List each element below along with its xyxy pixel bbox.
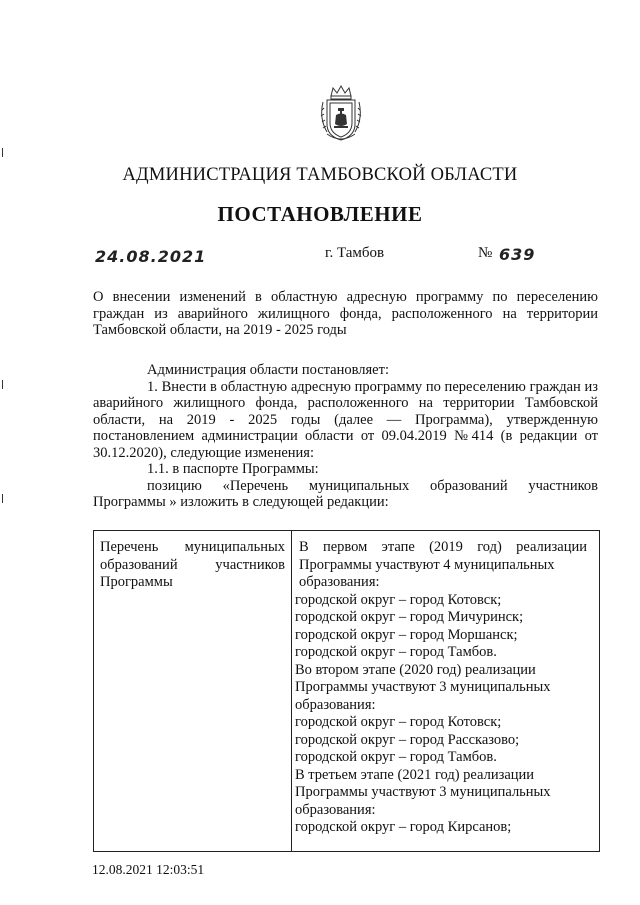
stage-intro: образования:	[295, 696, 376, 713]
stage-intro: образования:	[299, 574, 380, 590]
table-cell-label: Перечень муниципальных образований участников Программы	[94, 531, 292, 852]
scan-margin-mark	[2, 380, 3, 389]
list-item: городской округ – город Кирсанов;	[295, 819, 512, 835]
list-item: городской округ – город Моршанск;	[295, 626, 518, 643]
program-passport-table	[93, 530, 600, 852]
cell-spacer	[295, 837, 587, 839]
document-body	[93, 362, 598, 511]
body-paragraph: Программы » изложить в следующей редакции:	[93, 494, 389, 510]
scan-margin-mark	[2, 148, 3, 157]
handwritten-date: 24.08.2021	[95, 247, 207, 266]
list-item: городской округ – город Тамбов.	[295, 749, 497, 765]
handwritten-number: 639	[499, 245, 536, 264]
list-item: городской округ – город Мичуринск;	[295, 609, 524, 625]
list-item: городской округ – город Рассказово;	[295, 731, 520, 748]
list-item: городской округ – город Котовск;	[295, 714, 502, 730]
stage-intro: Программы участвуют 3 муниципальных	[295, 679, 551, 695]
organization-title: АДМИНИСТРАЦИЯ ТАМБОВСКОЙ ОБЛАСТИ	[122, 165, 518, 185]
number-sign: №	[478, 245, 493, 261]
stage-intro: В первом этапе (2019 год) реализации Программы участвуют 4 муниципальных	[299, 539, 587, 573]
stage-intro: Во втором этапе (2020 год) реализации	[295, 661, 536, 678]
list-item: городской округ – город Котовск;	[295, 591, 502, 608]
tambov-region-coat-of-arms-icon	[319, 84, 363, 142]
document-subject: О внесении изменений в областную адресную программу по переселению граждан из аварийного жилищного фонда, расположенного на территории Тамбовской области, на 2019 - 2025 годы	[93, 289, 598, 338]
city-label: г. Тамбов	[325, 245, 385, 261]
body-paragraph: позицию «Перечень муниципальных образований участников	[147, 477, 598, 494]
document-type-title: ПОСТАНОВЛЕНИЕ	[217, 202, 423, 226]
list-item: городской округ – город Тамбов.	[295, 644, 497, 660]
stage-intro: образования:	[295, 801, 376, 818]
table-row	[94, 531, 600, 852]
body-paragraph: 1. Внести в областную адресную программу по переселению граждан из аварийного жилищного фонда, расположенного на территории Тамбовской области, на 2019 - 2025 годы (далее — Программа), утвержденную постановлением администрации области от 09.04.2019 №414 (в редакции от 30.12.2020), следующие изменения:	[93, 378, 598, 461]
body-paragraph: Администрация области постановляет:	[147, 362, 389, 378]
stage-intro: Программы участвуют 3 муниципальных	[295, 784, 551, 800]
stage-intro: В третьем этапе (2021 год) реализации	[295, 766, 535, 783]
print-timestamp: 12.08.2021 12:03:51	[92, 862, 205, 877]
scan-margin-mark	[2, 494, 3, 503]
table-cell-content	[292, 531, 600, 852]
body-paragraph: 1.1. в паспорте Программы:	[147, 461, 319, 477]
